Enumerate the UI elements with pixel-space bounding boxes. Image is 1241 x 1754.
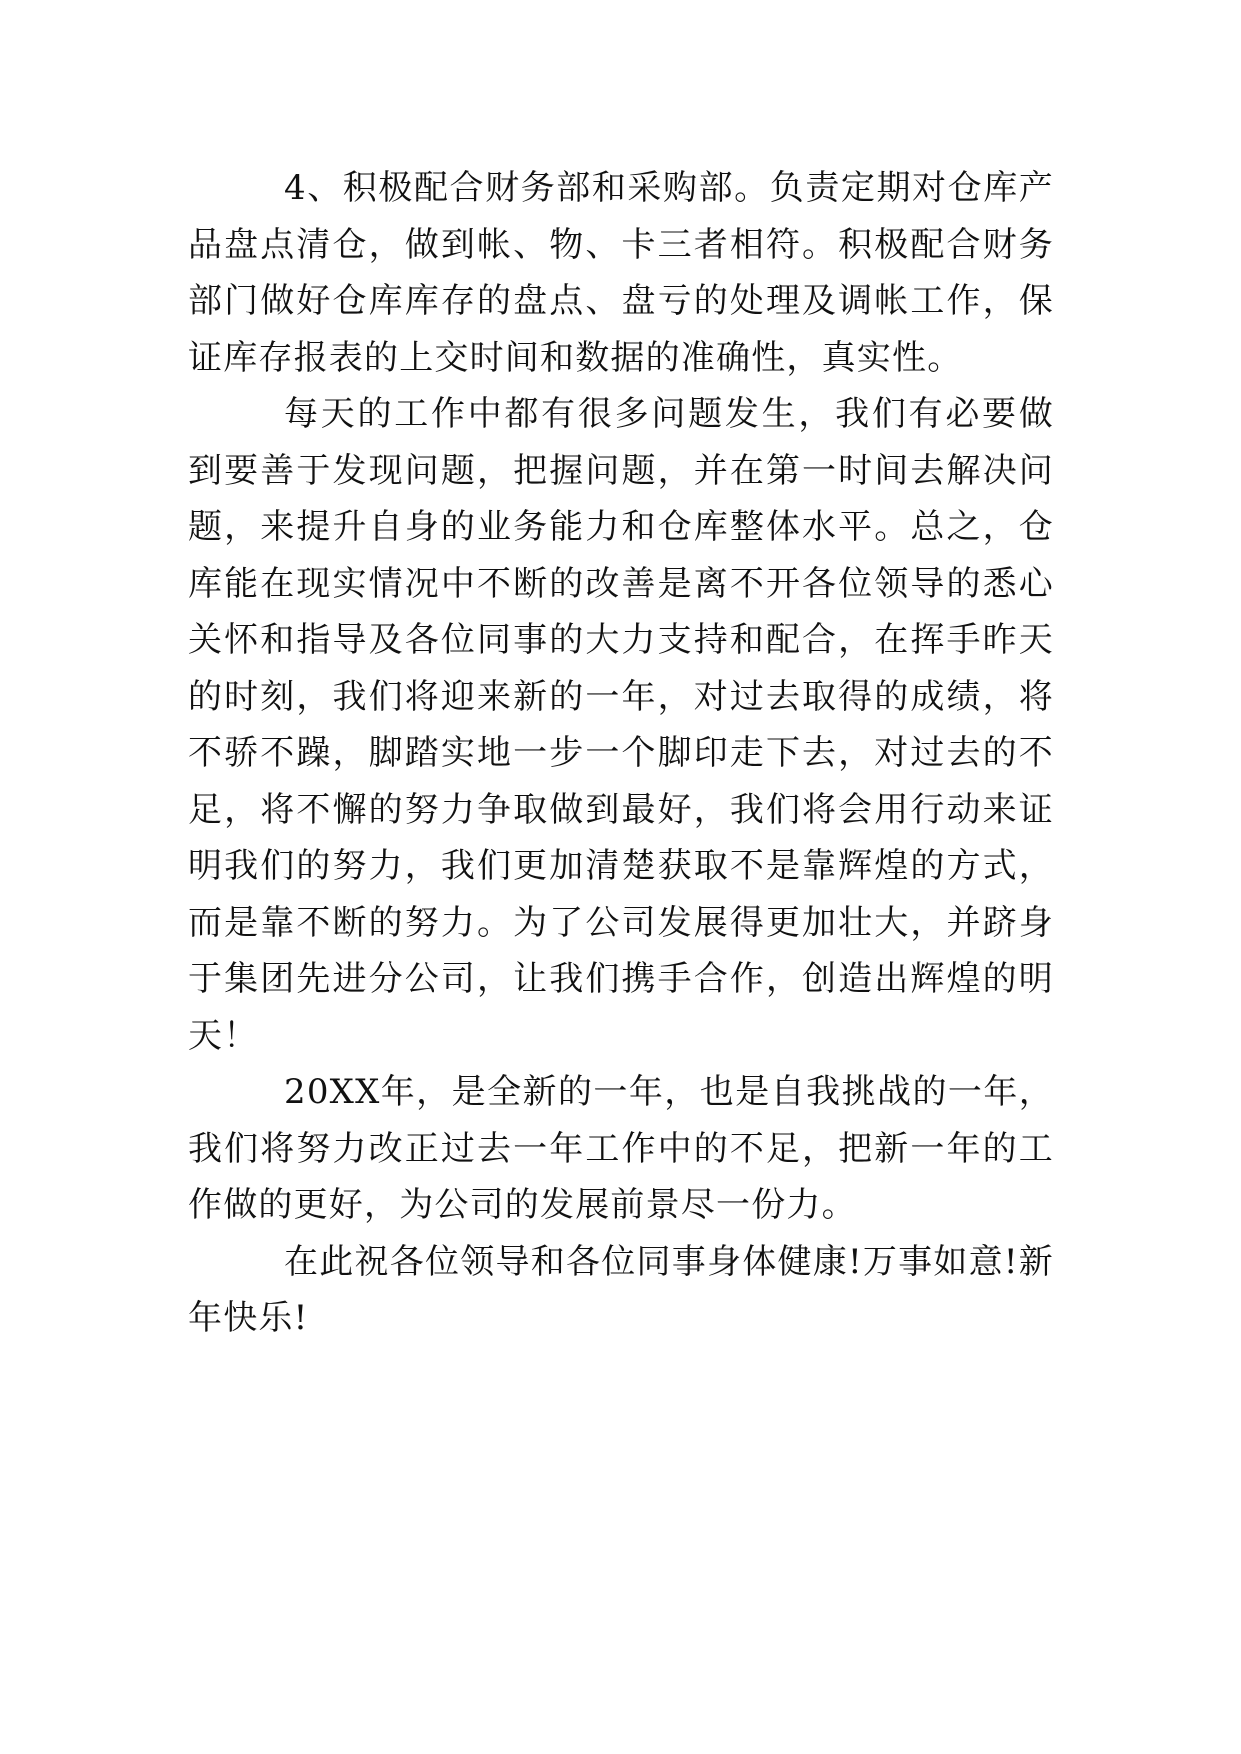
paragraph-warehouse-duties: 4、积极配合财务部和采购部。负责定期对仓库产品盘点清仓，做到帐、物、卡三者相符。积极配合财务部门做好仓库库存的盘点、盘亏的处理及调帐工作，保证库存报表的上交时间和数据的准确性，真实性。 (188, 168, 1054, 378)
paragraph-new-year-goals: 20XX年，是全新的一年，也是自我挑战的一年，我们将努力改正过去一年工作中的不足，把新一年的工作做的更好，为公司的发展前景尽一份力。 (188, 1072, 1054, 1225)
paragraph-closing-wishes: 在此祝各位领导和各位同事身体健康!万事如意!新年快乐! (188, 1241, 1054, 1338)
paragraph-daily-work-summary: 每天的工作中都有很多问题发生，我们有必要做到要善于发现问题，把握问题，并在第一时间去解决问题，来提升自身的业务能力和仓库整体水平。总之，仓库能在现实情况中不断的改善是离不开各位领导的悉心关怀和指导及各位同事的大力支持和配合，在挥手昨天的时刻，我们将迎来新的一年，对过去取得的成绩，将不骄不躁，脚踏实地一步一个脚印走下去，对过去的不足，将不懈的努力争取做到最好，我们将会用行动来证明我们的努力，我们更加清楚获取不是靠辉煌的方式，而是靠不断的努力。为了公司发展得更加壮大，并跻身于集团先进分公司，让我们携手合作，创造出辉煌的明天！ (188, 394, 1054, 1056)
document-body (188, 160, 1054, 1347)
